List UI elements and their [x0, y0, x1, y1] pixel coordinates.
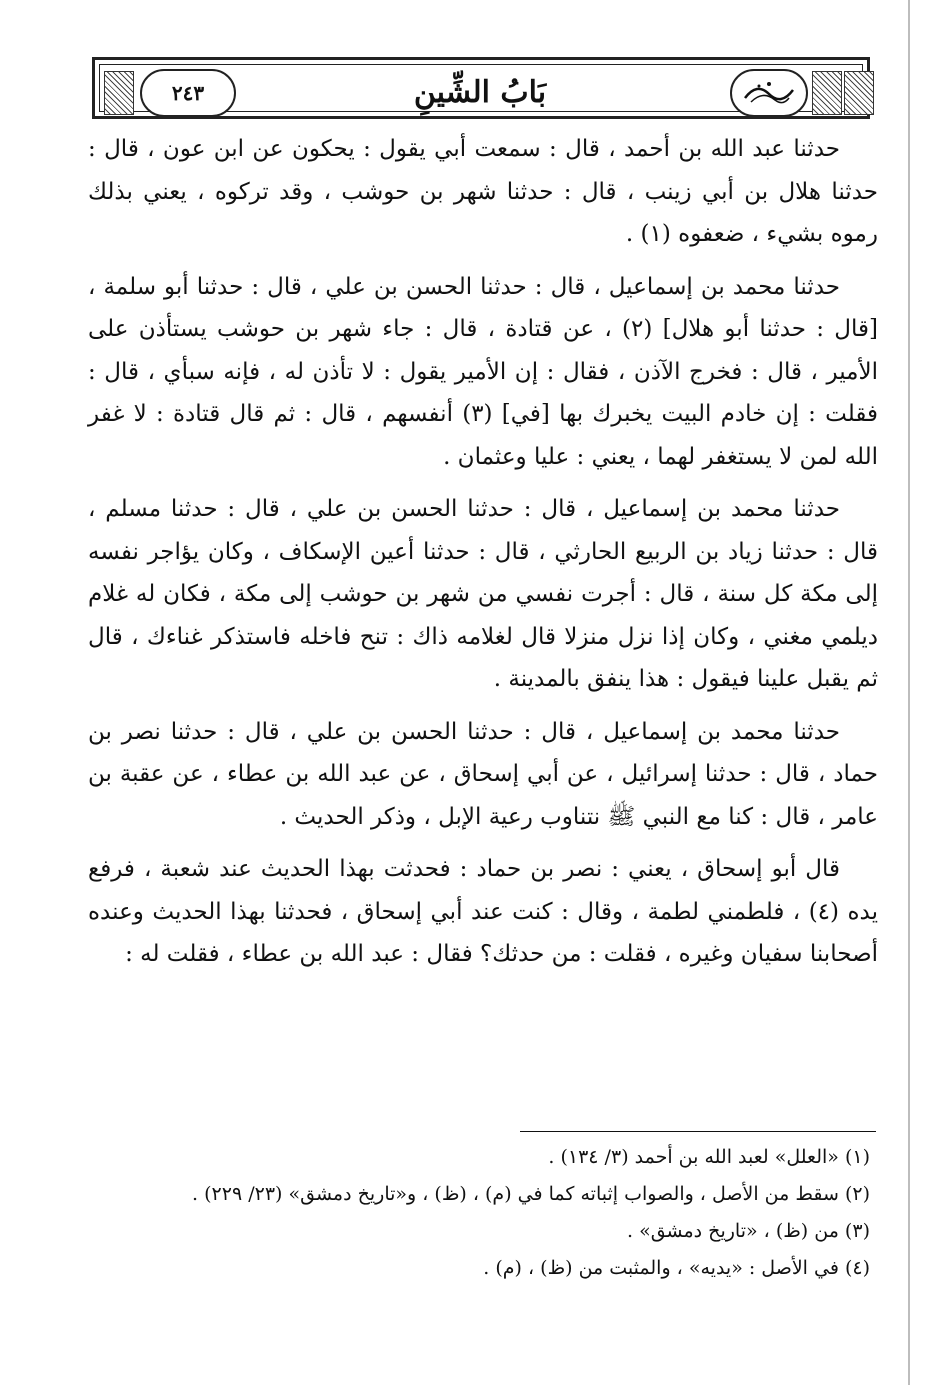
- footnote-4: (٤) في الأصل : «يديه» ، والمثبت من (ظ) ، (م) .: [483, 1257, 870, 1279]
- footnote-2: (٢) سقط من الأصل ، والصواب إثباته كما في (م) ، (ظ) ، و«تاريخ دمشق» (٢٣/ ٢٢٩) .: [192, 1183, 870, 1205]
- footnote-separator: [520, 1131, 876, 1132]
- paragraph-5: قال أبو إسحاق ، يعني : نصر بن حماد : فحدثت بهذا الحديث عند شعبة ، فرفع يده (٤) ، فلطمني لطمة ، وقال : كنت عند أبي إسحاق ، فحدثنا بهذا الحديث وعنده أصحابنا سفيان وغيره ، فقلت : من حدثك؟ فقال : عبد الله بن عطاء ، فقلت له :: [88, 856, 878, 967]
- footnote-1: (١) «العلل» لعبد الله بن أحمد (٣/ ١٣٤) .: [548, 1146, 870, 1168]
- page-number: ٢٤٣: [140, 69, 236, 117]
- header-inner-frame: [99, 64, 863, 112]
- page-gutter-line: [908, 0, 910, 1385]
- publisher-logo-icon: [730, 69, 808, 117]
- left-ornament-icon: [104, 71, 134, 115]
- page-header: [92, 57, 870, 119]
- main-text: [88, 128, 878, 976]
- paragraph-2: حدثنا محمد بن إسماعيل ، قال : حدثنا الحسن بن علي ، قال : حدثنا أبو سلمة ، [قال : حدثنا أبو هلال] (٢) ، عن قتادة ، قال : جاء شهر بن حوشب يستأذن على الأمير ، قال : فخرج الآذن ، فقال : إن الأمير يقول : لا تأذن له ، فإنه سبأي ، قال : فقلت : إن خادم البيت يخبرك بها [في] (٣) أنفسهم ، قال : ثم قال قتادة : لا غفر الله لمن لا يستغفر لهما ، يعني : عليا وعثمان .: [88, 273, 878, 470]
- paragraph-3: حدثنا محمد بن إسماعيل ، قال : حدثنا الحسن بن علي ، قال : حدثنا مسلم ، قال : حدثنا زياد بن الربيع الحارثي ، قال : حدثنا أعين الإسكاف ، وكان يؤاجر نفسه إلى مكة كل سنة ، قال : أجرت نفسي من شهر بن حوشب إلى مكة ، فكان له غلام ديلمي مغني ، وكان إذا نزل منزلا قال لغلامه ذاك : تنح فاخله فاستذكر غناءك ، قال ثم يقبل علينا فيقول : هذا ينفق بالمدينة .: [88, 496, 878, 692]
- right-ornament-icon-outer: [844, 71, 874, 115]
- paragraph-1: حدثنا عبد الله بن أحمد ، قال : سمعت أبي يقول : يحكون عن ابن عون ، قال : حدثنا هلال بن أبي زينب ، قال : حدثنا شهر بن حوشب ، وقد تركوه ، يعني بذلك رموه بشيء ، ضعفوه (١) .: [88, 136, 878, 247]
- right-ornament-icon: [812, 71, 842, 115]
- chapter-title: بَابُ الشِّينِ: [413, 75, 547, 110]
- footnotes: [100, 1139, 870, 1287]
- paragraph-4: حدثنا محمد بن إسماعيل ، قال : حدثنا الحسن بن علي ، قال : حدثنا نصر بن حماد ، قال : حدثنا إسرائيل ، عن أبي إسحاق ، عن عبد الله بن عطاء ، عن عقبة بن عامر ، قال : كنا مع النبي ﷺ نتناوب رعية الإبل ، وذكر الحديث .: [88, 718, 878, 830]
- footnote-3: (٣) من (ظ) ، «تاريخ دمشق» .: [627, 1220, 870, 1242]
